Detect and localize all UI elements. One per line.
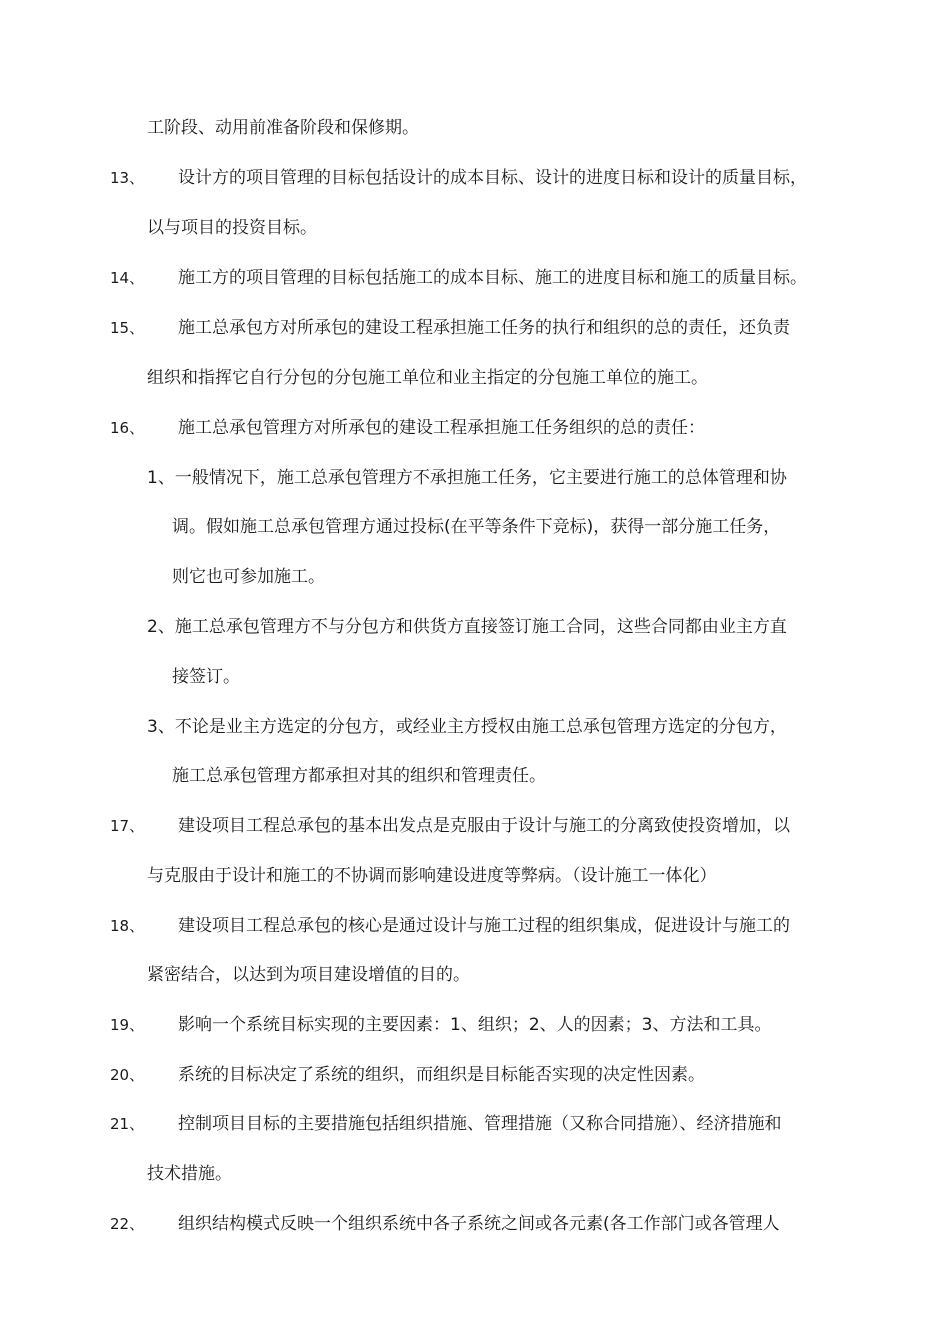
- text-line: 施工总承包管理方都承担对其的组织和管理责任。: [172, 766, 546, 786]
- item-number: 20、: [110, 1066, 145, 1084]
- text-line: 与克服由于设计和施工的不协调而影响建设进度等弊病。（设计施工一体化）: [147, 866, 717, 886]
- text-line: 控制项目目标的主要措施包括组织措施、管理措施（又称合同措施）、经济措施和: [178, 1114, 782, 1134]
- text-line: 组织结构模式反映一个组织系统中各子系统之间或各元素(各工作部门或各管理人: [178, 1214, 780, 1234]
- item-number: 15、: [110, 319, 145, 337]
- text-line: 1、一般情况下，施工总承包管理方不承担施工任务，它主要进行施工的总体管理和协: [147, 468, 787, 488]
- text-line: 施工总承包管理方对所承包的建设工程承担施工任务组织的总的责任：: [178, 418, 705, 438]
- text-line: 工阶段、动用前准备阶段和保修期。: [147, 118, 419, 138]
- text-line: 技术措施。: [147, 1164, 232, 1184]
- item-number: 16、: [110, 419, 145, 437]
- item-number: 17、: [110, 817, 145, 835]
- item-number: 13、: [110, 169, 145, 187]
- text-line: 3、不论是业主方选定的分包方，或经业主方授权由施工总承包管理方选定的分包方，: [147, 717, 787, 737]
- text-line: 建设项目工程总承包的基本出发点是克服由于设计与施工的分离致使投资增加，以: [178, 816, 790, 836]
- text-line: 接签订。: [172, 667, 240, 687]
- item-number: 18、: [110, 917, 145, 935]
- item-number: 22、: [110, 1215, 145, 1233]
- text-line: 施工方的项目管理的目标包括施工的成本目标、施工的进度目标和施工的质量目标。: [178, 268, 807, 288]
- item-number: 14、: [110, 269, 145, 287]
- text-line: 以与项目的投资目标。: [147, 218, 317, 238]
- text-line: 设计方的项目管理的目标包括设计的成本目标、设计的进度日标和设计的质量目标，: [178, 168, 807, 188]
- text-line: 施工总承包方对所承包的建设工程承担施工任务的执行和组织的总的责任，还负责: [178, 318, 790, 338]
- text-line: 调。假如施工总承包管理方通过投标(在平等条件下竞标)，获得一部分施工任务，: [172, 517, 781, 537]
- text-line: 紧密结合，以达到为项目建设增值的目的。: [147, 965, 470, 985]
- text-line: 组织和指挥它自行分包的分包施工单位和业主指定的分包施工单位的施工。: [147, 368, 708, 388]
- item-number: 21、: [110, 1115, 145, 1133]
- text-line: 系统的目标决定了系统的组织，而组织是目标能否实现的决定性因素。: [178, 1065, 705, 1085]
- text-line: 则它也可参加施工。: [172, 567, 325, 587]
- text-line: 2、施工总承包管理方不与分包方和供货方直接签订施工合同，这些合同都由业主方直: [147, 617, 787, 637]
- text-line: 建设项目工程总承包的核心是通过设计与施工过程的组织集成，促进设计与施工的: [178, 916, 790, 936]
- item-number: 19、: [110, 1016, 145, 1034]
- text-line: 影响一个系统目标实现的主要因素：1、组织；2、人的因素；3、方法和工具。: [178, 1015, 772, 1035]
